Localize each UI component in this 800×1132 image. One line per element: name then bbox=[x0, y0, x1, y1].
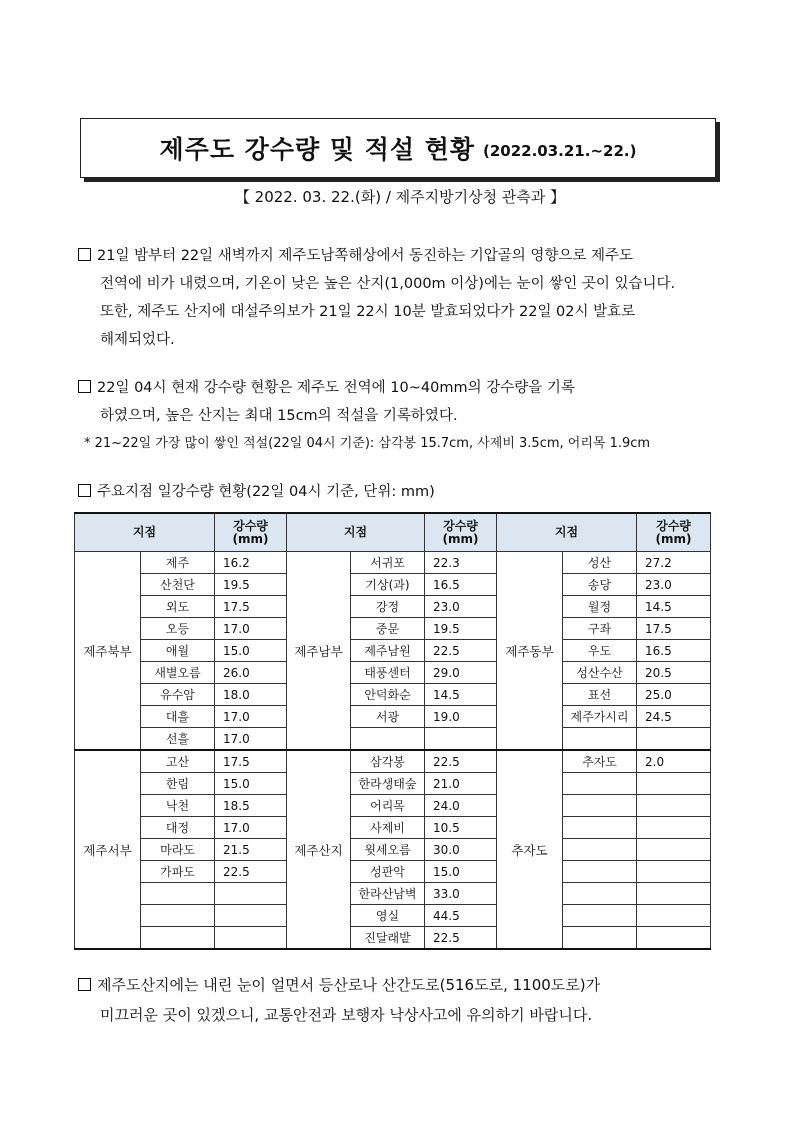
station-cell: 기상(과) bbox=[351, 574, 425, 596]
station-cell: 가파도 bbox=[141, 861, 215, 883]
amount-cell bbox=[637, 839, 711, 861]
amount-cell bbox=[215, 927, 287, 950]
amount-cell bbox=[637, 817, 711, 839]
table-header-row bbox=[75, 513, 711, 552]
region-cell: 제주남부 bbox=[287, 552, 351, 751]
amount-cell: 18.0 bbox=[215, 684, 287, 706]
station-cell: 윗세오름 bbox=[351, 839, 425, 861]
region-cell: 제주서부 bbox=[75, 750, 141, 949]
table-row bbox=[75, 552, 711, 574]
table-row bbox=[75, 684, 711, 706]
amount-cell: 16.5 bbox=[425, 574, 497, 596]
amount-cell: 15.0 bbox=[215, 773, 287, 795]
amount-cell: 14.5 bbox=[425, 684, 497, 706]
paragraph-line: 제주도산지에는 내린 눈이 얼면서 등산로나 산간도로(516도로, 1100도로)가 bbox=[78, 970, 738, 1000]
table-row bbox=[75, 883, 711, 905]
amount-cell: 23.0 bbox=[637, 574, 711, 596]
station-cell: 대정 bbox=[141, 817, 215, 839]
amount-cell: 24.0 bbox=[425, 795, 497, 817]
station-cell: 외도 bbox=[141, 596, 215, 618]
amount-cell: 22.5 bbox=[425, 927, 497, 950]
amount-cell: 27.2 bbox=[637, 552, 711, 574]
station-cell: 서귀포 bbox=[351, 552, 425, 574]
header-amount: 강수량 (mm) bbox=[425, 513, 497, 552]
amount-cell: 16.2 bbox=[215, 552, 287, 574]
amount-cell: 17.5 bbox=[215, 596, 287, 618]
amount-cell: 2.0 bbox=[637, 750, 711, 773]
amount-cell: 29.0 bbox=[425, 662, 497, 684]
title-box bbox=[80, 118, 716, 178]
amount-cell: 17.0 bbox=[215, 728, 287, 751]
station-cell: 월정 bbox=[563, 596, 637, 618]
station-cell bbox=[563, 795, 637, 817]
station-cell: 한라생태숲 bbox=[351, 773, 425, 795]
checkbox-bullet-icon bbox=[78, 484, 91, 497]
page-title: 제주도 강수량 및 적설 현황 bbox=[159, 135, 475, 164]
station-cell bbox=[141, 927, 215, 950]
station-cell: 성산수산 bbox=[563, 662, 637, 684]
table-row bbox=[75, 861, 711, 883]
amount-cell: 19.0 bbox=[425, 706, 497, 728]
paragraph-line: 전역에 비가 내렸으며, 기온이 낮은 높은 산지(1,000m 이상)에는 눈이 쌓인 곳이 있습니다. bbox=[100, 276, 676, 292]
amount-cell: 24.5 bbox=[637, 706, 711, 728]
amount-cell bbox=[637, 905, 711, 927]
table-row bbox=[75, 750, 711, 773]
table-row bbox=[75, 773, 711, 795]
station-cell bbox=[563, 839, 637, 861]
amount-cell: 18.5 bbox=[215, 795, 287, 817]
paragraph-2 bbox=[78, 374, 728, 430]
station-cell: 강정 bbox=[351, 596, 425, 618]
amount-cell: 22.3 bbox=[425, 552, 497, 574]
station-cell bbox=[563, 883, 637, 905]
station-cell: 선흘 bbox=[141, 728, 215, 751]
amount-cell: 10.5 bbox=[425, 817, 497, 839]
station-cell bbox=[351, 728, 425, 751]
station-cell bbox=[563, 927, 637, 950]
subtitle: 【 2022. 03. 22.(화) / 제주지방기상청 관측과 】 bbox=[234, 188, 566, 206]
station-cell bbox=[141, 905, 215, 927]
paragraph-line: 22일 04시 현재 강수량 현황은 제주도 전역에 10~40mm의 강수량을 기록 bbox=[78, 374, 728, 402]
amount-cell bbox=[637, 883, 711, 905]
station-cell: 사제비 bbox=[351, 817, 425, 839]
amount-cell bbox=[637, 728, 711, 751]
checkbox-bullet-icon bbox=[78, 248, 91, 261]
table-row bbox=[75, 596, 711, 618]
amount-cell: 21.5 bbox=[215, 839, 287, 861]
paragraph-line: 하였으며, 높은 산지는 최대 15cm의 적설을 기록하였다. bbox=[100, 408, 458, 424]
paragraph-line: 21일 밤부터 22일 새벽까지 제주도남쪽해상에서 동진하는 기압골의 영향으로 제주도 bbox=[78, 242, 728, 270]
checkbox-bullet-icon bbox=[78, 380, 91, 393]
station-cell bbox=[563, 861, 637, 883]
table-row bbox=[75, 817, 711, 839]
station-cell: 제주남원 bbox=[351, 640, 425, 662]
amount-cell: 33.0 bbox=[425, 883, 497, 905]
amount-cell: 16.5 bbox=[637, 640, 711, 662]
table-row bbox=[75, 574, 711, 596]
amount-cell: 17.5 bbox=[637, 618, 711, 640]
closing-paragraph bbox=[78, 970, 738, 1030]
amount-cell: 17.0 bbox=[215, 817, 287, 839]
station-cell: 산천단 bbox=[141, 574, 215, 596]
paragraph-line: 해제되었다. bbox=[100, 332, 175, 348]
station-cell: 제주가시리 bbox=[563, 706, 637, 728]
station-cell: 어리목 bbox=[351, 795, 425, 817]
table-body bbox=[75, 552, 711, 950]
table-row bbox=[75, 905, 711, 927]
amount-cell: 15.0 bbox=[425, 861, 497, 883]
amount-cell bbox=[637, 927, 711, 950]
station-cell: 대흘 bbox=[141, 706, 215, 728]
station-cell bbox=[563, 773, 637, 795]
paragraph-line: 미끄러운 곳이 있겠으니, 교통안전과 보행자 낙상사고에 유의하기 바랍니다. bbox=[100, 1006, 593, 1024]
table-row bbox=[75, 839, 711, 861]
station-cell: 우도 bbox=[563, 640, 637, 662]
paragraph-1 bbox=[78, 242, 728, 354]
station-cell: 영실 bbox=[351, 905, 425, 927]
region-cell: 제주동부 bbox=[497, 552, 563, 751]
table-title: 주요지점 일강수량 현황(22일 04시 기준, 단위: mm) bbox=[78, 480, 435, 501]
station-cell: 성산 bbox=[563, 552, 637, 574]
table-row bbox=[75, 728, 711, 751]
region-cell: 제주산지 bbox=[287, 750, 351, 949]
amount-cell: 22.5 bbox=[425, 750, 497, 773]
amount-cell: 17.0 bbox=[215, 618, 287, 640]
table-row bbox=[75, 706, 711, 728]
amount-cell: 15.0 bbox=[215, 640, 287, 662]
station-cell: 한림 bbox=[141, 773, 215, 795]
station-cell: 한라산남벽 bbox=[351, 883, 425, 905]
amount-cell: 19.5 bbox=[215, 574, 287, 596]
station-cell: 고산 bbox=[141, 750, 215, 773]
amount-cell bbox=[425, 728, 497, 751]
amount-cell bbox=[215, 905, 287, 927]
station-cell: 새별오름 bbox=[141, 662, 215, 684]
amount-cell: 21.0 bbox=[425, 773, 497, 795]
amount-cell: 14.5 bbox=[637, 596, 711, 618]
station-cell: 제주 bbox=[141, 552, 215, 574]
station-cell: 송당 bbox=[563, 574, 637, 596]
paragraph-line: 또한, 제주도 산지에 대설주의보가 21일 22시 10분 발효되었다가 22일 02시 발효로 bbox=[100, 304, 636, 320]
station-cell: 진달래밭 bbox=[351, 927, 425, 950]
header-amount: 강수량 (mm) bbox=[215, 513, 287, 552]
amount-cell bbox=[637, 795, 711, 817]
station-cell: 추자도 bbox=[563, 750, 637, 773]
amount-cell: 25.0 bbox=[637, 684, 711, 706]
station-cell: 마라도 bbox=[141, 839, 215, 861]
region-cell: 제주북부 bbox=[75, 552, 141, 751]
amount-cell: 17.5 bbox=[215, 750, 287, 773]
station-cell: 표선 bbox=[563, 684, 637, 706]
header-station: 지점 bbox=[75, 513, 215, 552]
station-cell: 안덕화순 bbox=[351, 684, 425, 706]
station-cell: 중문 bbox=[351, 618, 425, 640]
amount-cell: 23.0 bbox=[425, 596, 497, 618]
station-cell bbox=[563, 817, 637, 839]
checkbox-bullet-icon bbox=[78, 978, 91, 991]
station-cell bbox=[563, 728, 637, 751]
station-cell: 태풍센터 bbox=[351, 662, 425, 684]
station-cell: 구좌 bbox=[563, 618, 637, 640]
station-cell: 삼각봉 bbox=[351, 750, 425, 773]
rainfall-table bbox=[74, 512, 711, 950]
amount-cell: 22.5 bbox=[425, 640, 497, 662]
table-row bbox=[75, 618, 711, 640]
station-cell: 애월 bbox=[141, 640, 215, 662]
table-row bbox=[75, 927, 711, 950]
station-cell: 오등 bbox=[141, 618, 215, 640]
table-row bbox=[75, 795, 711, 817]
station-cell: 서광 bbox=[351, 706, 425, 728]
amount-cell bbox=[637, 861, 711, 883]
snow-note: * 21~22일 가장 많이 쌓인 적설(22일 04시 기준): 삼각봉 15.7cm, 사제비 3.5cm, 어리목 1.9cm bbox=[84, 436, 651, 451]
amount-cell: 22.5 bbox=[215, 861, 287, 883]
amount-cell: 44.5 bbox=[425, 905, 497, 927]
station-cell: 성판악 bbox=[351, 861, 425, 883]
title-date-range: (2022.03.21.~22.) bbox=[483, 142, 637, 160]
amount-cell bbox=[215, 883, 287, 905]
amount-cell: 30.0 bbox=[425, 839, 497, 861]
amount-cell bbox=[637, 773, 711, 795]
amount-cell: 19.5 bbox=[425, 618, 497, 640]
station-cell: 유수암 bbox=[141, 684, 215, 706]
region-cell: 추자도 bbox=[497, 750, 563, 949]
amount-cell: 20.5 bbox=[637, 662, 711, 684]
header-amount: 강수량 (mm) bbox=[637, 513, 711, 552]
station-cell bbox=[563, 905, 637, 927]
header-station: 지점 bbox=[497, 513, 637, 552]
station-cell bbox=[141, 883, 215, 905]
table-row bbox=[75, 640, 711, 662]
amount-cell: 26.0 bbox=[215, 662, 287, 684]
station-cell: 낙천 bbox=[141, 795, 215, 817]
header-station: 지점 bbox=[287, 513, 425, 552]
table-row bbox=[75, 662, 711, 684]
amount-cell: 17.0 bbox=[215, 706, 287, 728]
